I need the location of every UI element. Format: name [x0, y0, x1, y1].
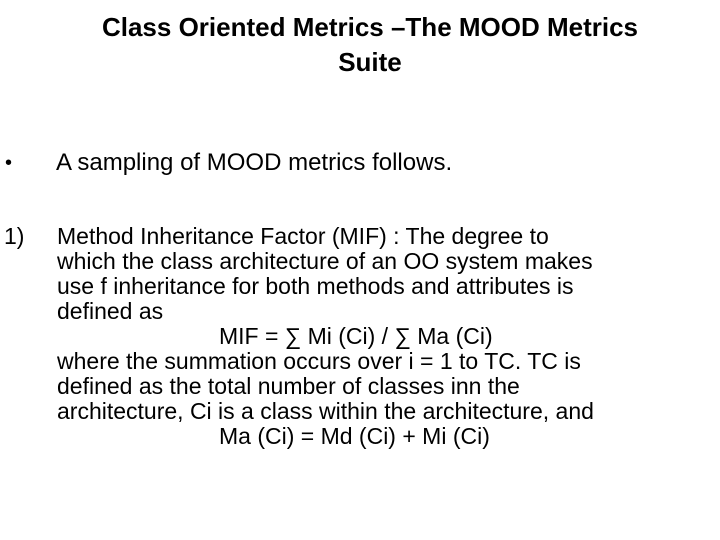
bullet-marker: •	[5, 152, 13, 174]
item-line: where the summation occurs over i = 1 to TC. TC is	[57, 348, 581, 374]
ma-formula: Ma (Ci) = Md (Ci) + Mi (Ci)	[219, 423, 490, 449]
mif-formula: MIF = ∑ Mi (Ci) / ∑ Ma (Ci)	[219, 323, 493, 349]
item-line: use f inheritance for both methods and attributes is	[57, 273, 574, 299]
item-line: defined as	[57, 298, 164, 324]
item-line: defined as the total number of classes inn the	[57, 373, 520, 399]
bullet-item	[0, 148, 720, 178]
slide-title	[20, 10, 720, 80]
title-line-1: Class Oriented Metrics –The MOOD Metrics	[101, 12, 639, 42]
item-line: which the class architecture of an OO system makes	[57, 248, 593, 274]
bullet-text: A sampling of MOOD metrics follows.	[56, 149, 453, 176]
title-line-2: Suite	[338, 47, 402, 77]
item-line: architecture, Ci is a class within the architecture, and	[57, 398, 594, 424]
item-number: 1)	[4, 223, 25, 249]
item-body	[57, 224, 719, 449]
item-line: Method Inheritance Factor (MIF) : The degree to	[57, 223, 549, 249]
